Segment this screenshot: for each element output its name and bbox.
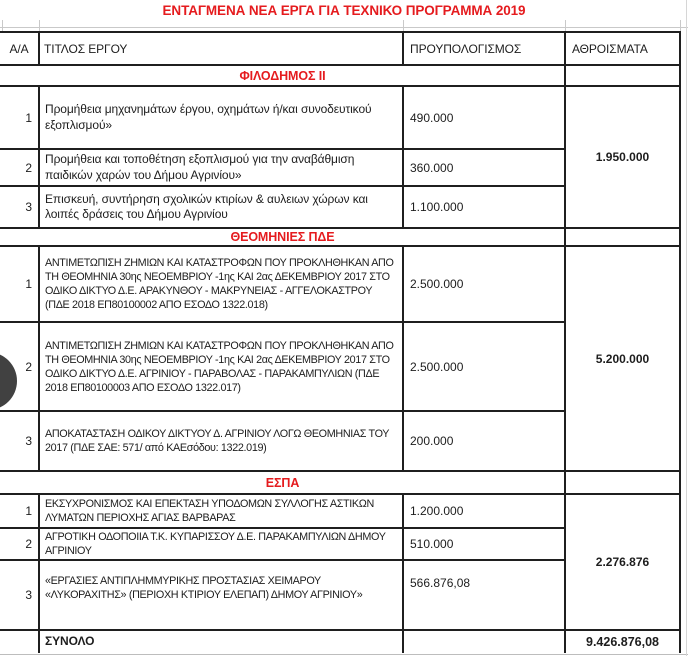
project-budget: 510.000 — [410, 537, 454, 551]
column-header-sums: ΑΘΡΟΙΣΜΑΤΑ — [572, 41, 648, 56]
project-title: Προμήθεια και τοποθέτηση εξοπλισμού για την αναβάθμιση παιδικών χαρών του Δήμου Αγρινίου» — [45, 152, 355, 182]
project-title: ΑΝΤΙΜΕΤΩΠΙΣΗ ΖΗΜΙΩΝ ΚΑΙ ΚΑΤΑΣΤΡΟΦΩΝ ΠΟΥ ΠΡΟΚΛΗΘΗΚΑΝ ΑΠΟ ΤΗ ΘΕΟΜΗΝΙΑ 30ης ΝΕΟΕΜΒΡΙΟΥ -1ης ΚΑΙ 2ας ΔΕΚΕΜΒΡΙΟΥ 2017 ΣΤΟ ΟΔΙΚΟ ΔΙΚΤΥΟ Δ.Ε. ΑΓΡΙΝΙΟΥ - ΠΑΡΑΒΟΛΑΣ - ΠΑΡΑΚΑΜΠΥΛΙΩΝ (ΠΔΕ 2018 ΕΠ80100003 ΑΠΟ ΕΣΟΔΟ 1322.017) — [45, 339, 394, 394]
section-header-espa: ΕΣΠΑ — [265, 475, 300, 490]
project-budget: 2.500.000 — [410, 277, 464, 291]
project-row-number: 3 — [25, 434, 32, 448]
project-title: «ΕΡΓΑΣΙΕΣ ΑΝΤΙΠΛΗΜΜΥΡΙΚΗΣ ΠΡΟΣΤΑΣΙΑΣ ΧΕΙΜΑΡΟΥ «ΛΥΚΟΡΑΧΙΤΗΣ» (ΠΕΡΙΟΧΗ ΚΤΙΡΙΟΥ ΕΛΕΠΑΠ) ΔΗΜΟΥ ΑΓΡΙΝΙΟΥ» — [45, 575, 363, 601]
column-header-budget: ΠΡΟΥΠΟΛΟΓΙΣΜΟΣ — [410, 41, 522, 56]
project-title: ΑΓΡΟΤΙΚΗ ΟΔΟΠΟΙΙΑ Τ.Κ. ΚΥΠΑΡΙΣΣΟΥ Δ.Ε. ΠΑΡΑΚΑΜΠΥΛΙΩΝ ΔΗΜΟΥ ΑΓΡΙΝΙΟΥ — [45, 531, 386, 557]
project-budget: 1.200.000 — [410, 504, 464, 518]
page-title: ΕΝΤΑΓΜΕΝΑ ΝΕΑ ΕΡΓΑ ΓΙΑ ΤΕΧΝΙΚΟ ΠΡΟΓΡΑΜΜΑ 2019 — [162, 3, 526, 18]
project-row-number: 1 — [25, 110, 32, 125]
total-label: ΣΥΝΟΛΟ — [45, 633, 95, 648]
section-sum: 5.200.000 — [595, 351, 650, 366]
grid-line — [0, 27, 688, 28]
project-budget: 360.000 — [410, 160, 454, 175]
project-title: ΑΝΤΙΜΕΤΩΠΙΣΗ ΖΗΜΙΩΝ ΚΑΙ ΚΑΤΑΣΤΡΟΦΩΝ ΠΟΥ ΠΡΟΚΛΗΘΗΚΑΝ ΑΠΟ ΤΗ ΘΕΟΜΗΝΙΑ 30ης ΝΕΟΕΜΒΡΙΟΥ -1ης ΚΑΙ 2ας ΔΕΚΕΜΒΡΙΟΥ 2017 ΣΤΟ ΟΔΙΚΟ ΔΙΚΤΥΟ Δ.Ε. ΑΡΑΚΥΝΘΟΥ - ΜΑΚΡΥΝΕΙΑΣ - ΑΓΓΕΛΟΚΑΣΤΡΟΥ (ΠΔΕ 2018 ΕΠ80100002 ΑΠΟ ΕΣΟΔΟ 1322.018) — [45, 257, 394, 311]
table-border — [679, 32, 681, 653]
project-title: Επισκευή, συντήρηση σχολικών κτιρίων & αυλειων χώρων και λοιπές δράσεις του Δήμου Αγρινίου — [45, 191, 368, 221]
total-value: 9.426.876,08 — [586, 634, 659, 649]
project-budget: 1.100.000 — [410, 200, 464, 214]
section-sum: 2.276.876 — [595, 555, 650, 569]
project-budget: 490.000 — [410, 110, 454, 125]
project-budget: 2.500.000 — [410, 359, 464, 374]
project-budget: 566.876,08 — [410, 576, 471, 590]
table-border — [402, 32, 404, 65]
grid-line — [686, 0, 687, 656]
project-row-number: 2 — [25, 537, 32, 551]
table-border — [38, 32, 40, 65]
section-sum: 1.950.000 — [595, 150, 650, 164]
section-header-filodimos: ΦΙΛΟΔΗΜΟΣ ΙΙ — [239, 68, 326, 83]
project-budget: 200.000 — [410, 434, 454, 448]
project-row-number: 1 — [25, 504, 32, 518]
project-row-number: 1 — [25, 277, 32, 291]
project-row-number: 3 — [25, 588, 32, 602]
column-header-index: Α/Α — [9, 41, 29, 56]
project-title: ΑΠΟΚΑΤΑΣΤΑΣΗ ΟΔΙΚΟΥ ΔΙΚΤΥΟΥ Δ. ΑΓΡΙΝΙΟΥ ΛΟΓΩ ΘΕΟΜΗΝΙΑΣ ΤΟΥ 2017 (ΠΔΕ ΣΑΕ: 571/ από ΚΑΕσόδου: 1322.019) — [45, 428, 389, 454]
grid-line — [0, 654, 688, 655]
project-title: Προμήθεια μηχανημάτων έργου, οχημάτων ή/και συνοδευτικού εξοπλισμού» — [45, 102, 372, 132]
column-header-project: ΤΙΤΛΟΣ ΕΡΓΟΥ — [44, 41, 128, 56]
project-row-number: 2 — [25, 160, 32, 175]
project-row-number: 3 — [25, 200, 32, 214]
section-header-theominies: ΘΕΟΜΗΝΙΕΣ ΠΔΕ — [230, 230, 335, 244]
project-title: ΕΚΣΥΧΡΟΝΙΣΜΟΣ ΚΑΙ ΕΠΕΚΤΑΣΗ ΥΠΟΔΟΜΩΝ ΣΥΛΛΟΓΗΣ ΑΣΤΙΚΩΝ ΛΥΜΑΤΩΝ ΠΕΡΙΟΧΗΣ ΑΓΙΑΣ ΒΑΡΒΑΡΑΣ — [45, 498, 374, 524]
project-row-number: 2 — [25, 359, 32, 374]
